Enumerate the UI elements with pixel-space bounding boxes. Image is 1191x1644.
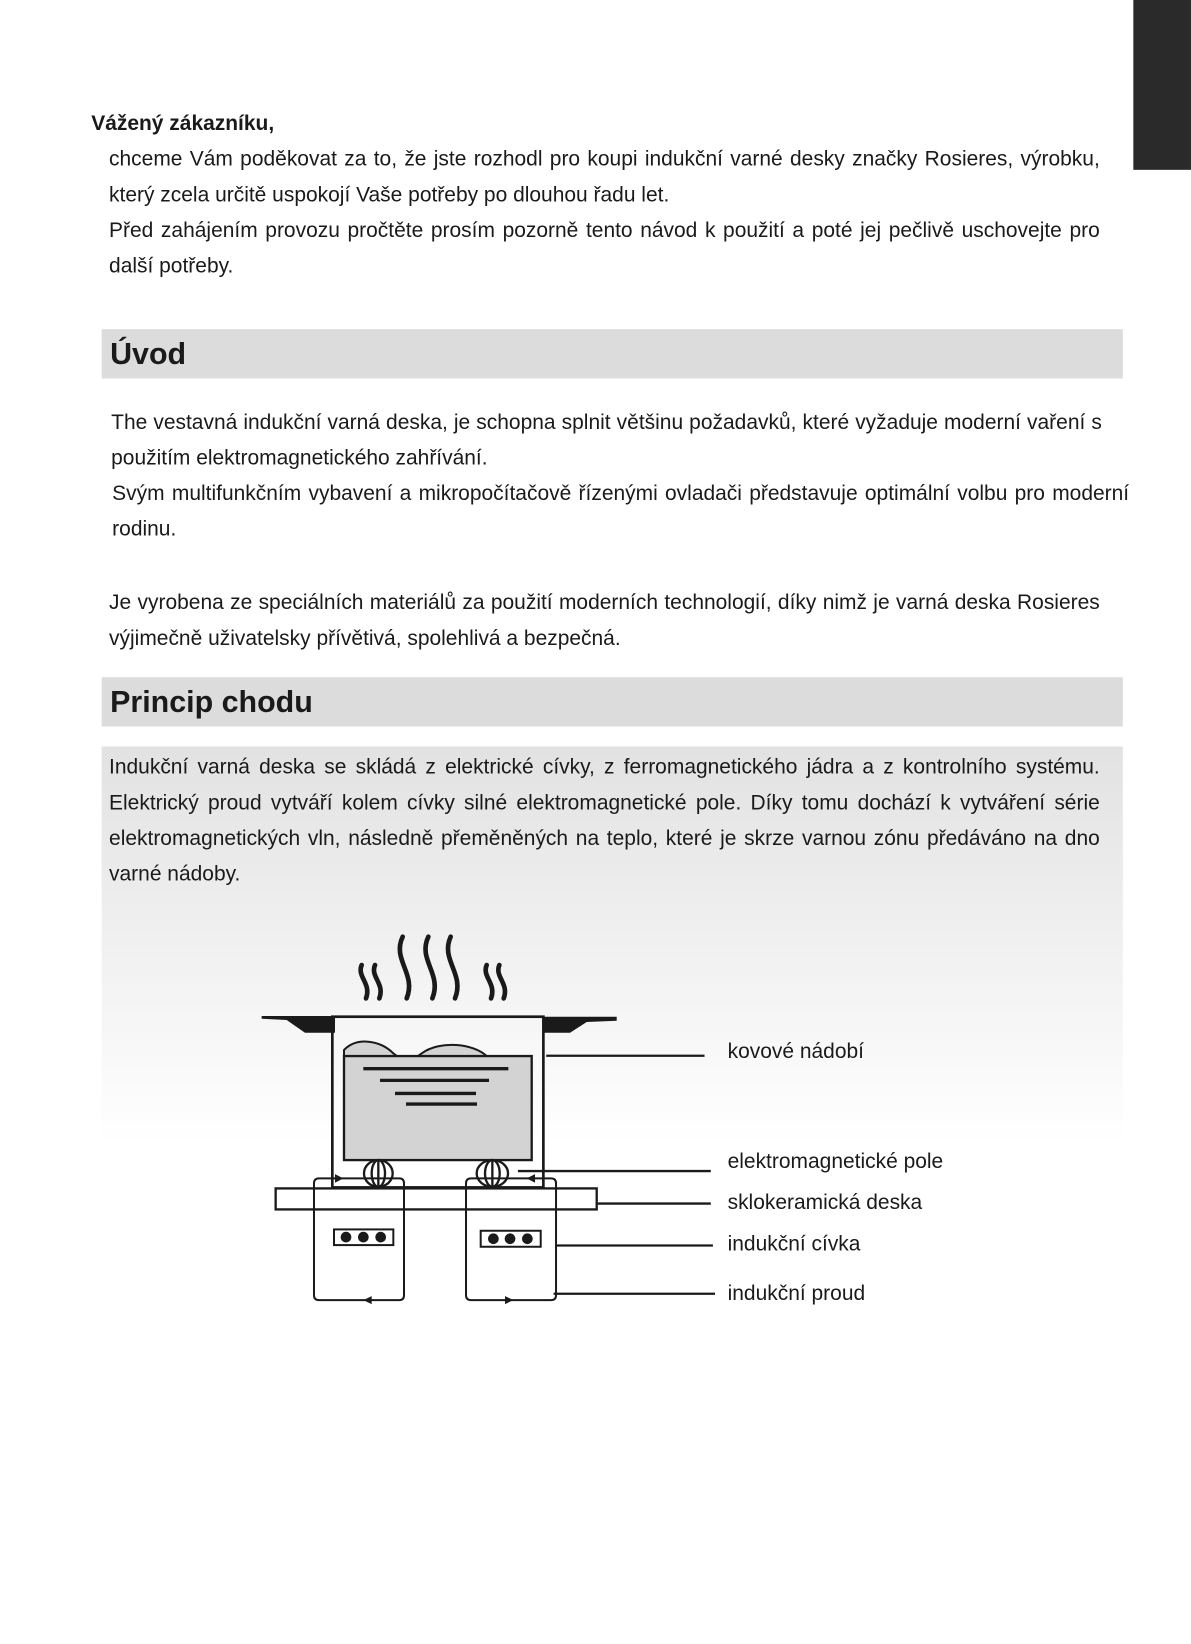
- paragraph: The vestavná indukční varná deska, je schopna splnit většinu požadavků, které vyžaduje moderní vaření s použitím elektromagnetického zahřívání.: [111, 410, 1102, 470]
- label-glass-plate: sklokeramická deska: [727, 1190, 923, 1215]
- label-metal-pot: kovové nádobí: [727, 1040, 864, 1064]
- label-em-field: elektromagnetické pole: [727, 1150, 944, 1174]
- steam-icon: [361, 937, 505, 999]
- intro-paragraph: Před zahájením provozu pročtěte prosím pozorně tento návod k použití a poté jej pečlivě uschovejte pro další potřeby.: [109, 219, 1100, 278]
- liquid: [344, 1056, 532, 1160]
- coil-icon: [364, 1160, 508, 1187]
- paragraph: Svým multifunkčním vybavení a mikropočítačově řízenými ovladači představuje optimální volbu pro moderní rodinu.: [112, 482, 1130, 541]
- label-induction-coil: indukční cívka: [727, 1232, 861, 1256]
- section-title: Princip chodu: [110, 685, 313, 720]
- pan-handle-left: [262, 1016, 335, 1033]
- paragraph: Indukční varná deska se skládá z elektrické cívky, z ferromagnetického jádra a z kontrolního systému. Elektrický proud vytváří kolem cívky silné elektromagnetické pole. Díky tomu dochází k vytváření série elektromagnetických vln, následně přeměněných na teplo, které je skrze varnou zónu předáváno na dno varné nádoby.: [109, 755, 1100, 886]
- intro-paragraph: chceme Vám poděkovat za to, že jste rozhodl pro koupi indukční varné desky značky Rosieres, výrobku, který zcela určitě uspokojí Vaše potřeby po dlouhou řadu let.: [109, 147, 1100, 207]
- glass-ceramic-plate: [276, 1188, 597, 1209]
- label-induction-current: indukční proud: [727, 1282, 866, 1306]
- pan-handle-right: [543, 1017, 617, 1033]
- section-title: Úvod: [110, 337, 187, 372]
- greeting: Vážený zákazníku,: [91, 112, 275, 136]
- leader-lines: [518, 1056, 715, 1294]
- paragraph: Je vyrobena ze speciálních materiálů za použití moderních technologií, díky nimž je varná deska Rosieres výjimečně uživatelsky přívětivá, spolehlivá a bezpečná.: [109, 591, 1100, 651]
